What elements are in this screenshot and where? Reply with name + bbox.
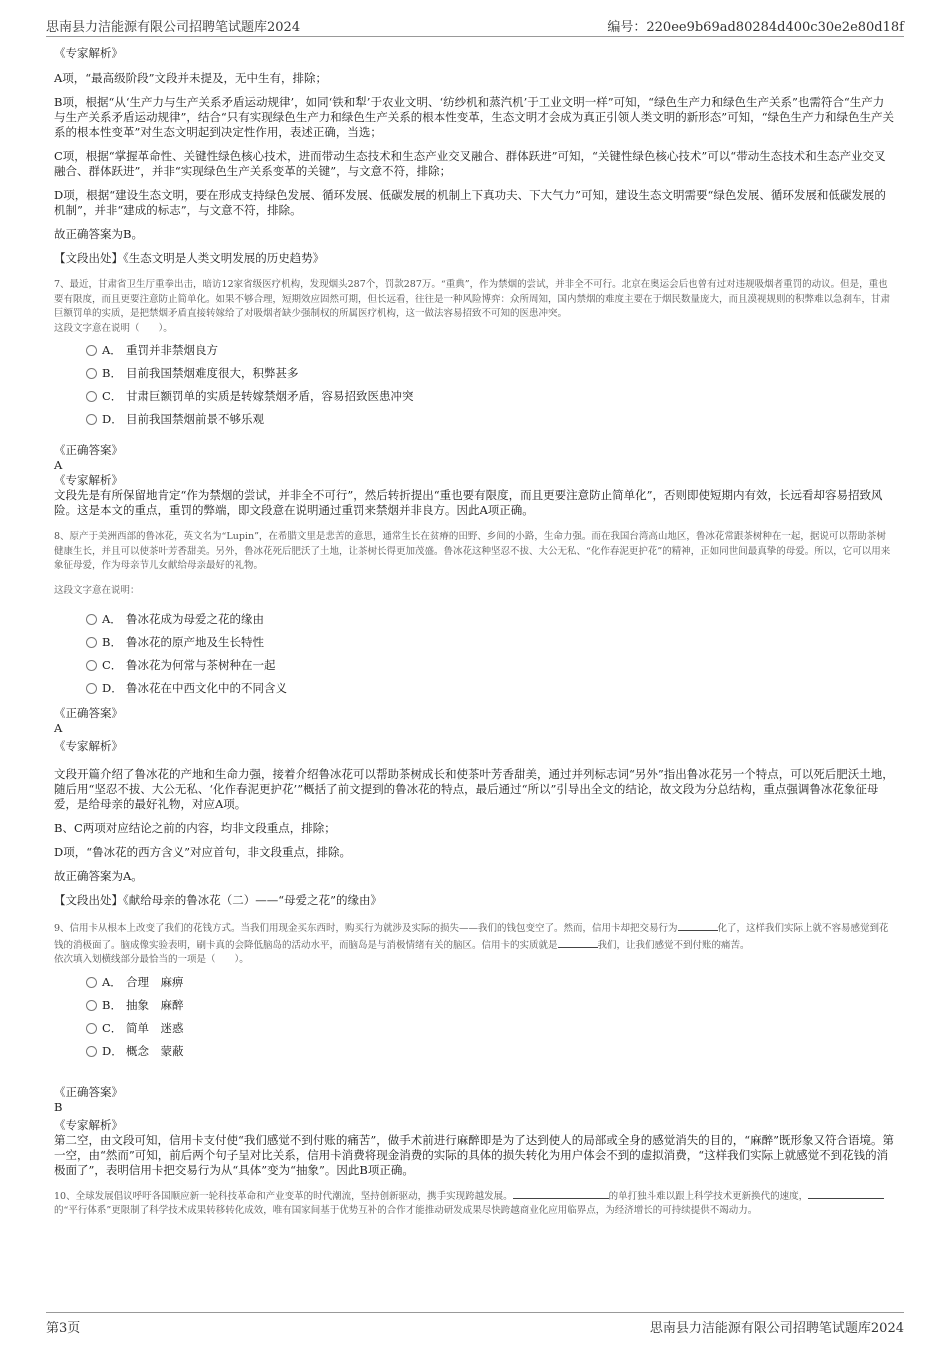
- radio-icon[interactable]: [86, 1000, 97, 1011]
- source-citation: 【文段出处】《生态文明是人类文明发展的历史趋势》: [54, 251, 325, 265]
- radio-icon[interactable]: [86, 1046, 97, 1057]
- page-header: [46, 14, 904, 37]
- radio-icon[interactable]: [86, 391, 97, 402]
- radio-icon[interactable]: [86, 414, 97, 425]
- expert-analysis-label: 《专家解析》: [54, 473, 123, 487]
- footer-title: 思南县力洁能源有限公司招聘笔试题库2024: [649, 1321, 904, 1336]
- header-title: 思南县力洁能源有限公司招聘笔试题库2024: [46, 20, 301, 35]
- expert-analysis-label: 《专家解析》: [54, 1117, 123, 1132]
- analysis-option-d: D项，“鲁冰花的西方含义”对应首句，非文段重点，排除。: [54, 845, 351, 859]
- radio-icon[interactable]: [86, 368, 97, 379]
- question-8-options: [54, 608, 894, 700]
- correct-answer-label: 《正确答案》: [54, 706, 123, 720]
- page-number: 第3页: [46, 1321, 81, 1336]
- expert-analysis-label: 《专家解析》: [54, 739, 123, 753]
- analysis-option-b: B项，根据“从‘生产力与生产关系矛盾运动规律’，如同‘铁和犁’于农业文明、‘纺纱机和蒸汽机’于工业文明一样”可知，“绿色生产力和绿色生产关系”也需符合“生产力与生产关系矛盾运动规律”，结合“只有实现绿色生产力和绿色生产关系的根本性变革，生态文明才会成为真正引领人类文明的新形态”可知，“绿色生产力和绿色生产关系的根本性变革”对生态文明起到决定性作用，表述正确，当选；: [54, 95, 895, 139]
- question-9-text: 9、信用卡从根本上改变了我们的花钱方式。当我们用现金买东西时，购买行为就涉及实际的损失——我们的钱包变空了。然而，信用卡却把交易行为 化了，这样我们实际上就不容易感觉到花钱的消极面了。脑成像实验表明，刷卡真的会降低脑岛的活动水平，而脑岛是与消极情绪有关的脑区。信用卡的实质就是 我们，让我们感觉不到付账的痛苦。: [54, 920, 894, 953]
- radio-icon[interactable]: [86, 977, 97, 988]
- question-10-text: 10、全球发展倡议呼吁各国顺应新一轮科技革命和产业变革的时代潮流，坚持创新驱动，携手实现跨越发展。 的单打独斗难以跟上科学技术更新换代的速度，的“平行体系”更限制了科学技术成果转移转化成效，唯有国家间基于优势互补的合作才能推动研发成果尽快跨越商业化应用临界点，为经济增长的可持续提供不竭动力。: [54, 1188, 894, 1219]
- page-content: [54, 46, 894, 1219]
- analysis-option-a: A项，“最高级阶段”文段并未提及，无中生有，排除；: [54, 71, 328, 85]
- correct-answer-label: 《正确答案》: [54, 443, 123, 457]
- correct-answer-value: B: [54, 1099, 63, 1114]
- correct-answer-value: A: [54, 721, 63, 735]
- question-7-options: [54, 339, 894, 431]
- option-a[interactable]: A． 鲁冰花成为母爱之花的缘由: [54, 608, 894, 631]
- question-8-text: 8、原产于美洲西部的鲁冰花，英文名为“Lupin”，在希腊文里是悲苦的意思，通常生长在贫瘠的田野、乡间的小路，生命力强。而在我国台湾高山地区，鲁冰花常跟茶树种在一起，据说可以帮助茶树健康生长，并且可以使茶叶芳香甜美。另外，鲁冰花死后肥沃了土地，让茶树长得更加茂盛。鲁冰花这种坚忍不拔、大公无私、“化作春泥更护花”的精神，正如同世间最真挚的母爱。所以，它可以用来象征母爱，作为母亲节儿女献给母亲最好的礼物。: [54, 531, 891, 571]
- correct-answer-statement: 故正确答案为B。: [54, 227, 143, 241]
- question-7-prompt: 这段文字意在说明（ ）。: [54, 322, 173, 334]
- radio-icon[interactable]: [86, 637, 97, 648]
- question-9-prompt: 依次填入划横线部分最恰当的一项是（ ）。: [54, 954, 249, 965]
- source-citation: 【文段出处】《献给母亲的鲁冰花（二）——“母爱之花”的缘由》: [54, 893, 383, 907]
- expert-analysis-text: 文段先是有所保留地肯定“作为禁烟的尝试，并非全不可行”，然后转折提出“重也要有限度，而且更要注意防止简单化”，否则即使短期内有效，长远看却容易招致风险。这是本文的重点，重罚的弊端，即文段意在说明通过重罚来禁烟并非良方。因此A项正确。: [54, 488, 883, 517]
- blank-line: [808, 1188, 884, 1199]
- radio-icon[interactable]: [86, 1023, 97, 1034]
- header-document-id: 编号：220ee9b69ad80284d400c30e2e80d18f: [607, 20, 904, 35]
- question-9-options: [54, 971, 894, 1063]
- option-a[interactable]: A． 合理 麻痹: [54, 971, 894, 994]
- page-footer: [46, 1312, 904, 1337]
- option-b[interactable]: B． 鲁冰花的原产地及生长特性: [54, 631, 894, 654]
- correct-answer-value: A: [54, 458, 63, 472]
- radio-icon[interactable]: [86, 660, 97, 671]
- question-8-prompt: 这段文字意在说明：: [54, 584, 140, 596]
- blank-line: [678, 920, 718, 931]
- option-d[interactable]: D． 目前我国禁烟前景不够乐观: [54, 408, 894, 431]
- correct-answer-statement: 故正确答案为A。: [54, 869, 143, 883]
- option-d[interactable]: D． 概念 蒙蔽: [54, 1040, 894, 1063]
- option-c[interactable]: C． 鲁冰花为何常与茶树种在一起: [54, 654, 894, 677]
- radio-icon[interactable]: [86, 683, 97, 694]
- expert-analysis-label: 《专家解析》: [54, 46, 123, 60]
- option-b[interactable]: B． 目前我国禁烟难度很大，积弊甚多: [54, 362, 894, 385]
- question-7-text: 7、最近，甘肃省卫生厅重拳出击，暗访12家省级医疗机构，发现烟头287个，罚款287万。“重典”，作为禁烟的尝试，并非全不可行。北京在奥运会后也曾有过对违规吸烟者重罚的动议。但是，重也要有限度，而且更要注意防止简单化。如果不够合理，短期效应固然可期，但长远看，往往是一种风险博弈：众所周知，国内禁烟的难度主要在于烟民数量庞大，而且漠视规则的积弊难以急刹车，甘肃巨额罚单的实质，是把禁烟矛盾直接转嫁给了对吸烟者缺少强制权的所属医疗机构，这一做法容易招致不可知的医患冲突。: [54, 279, 891, 319]
- option-c[interactable]: C． 简单 迷惑: [54, 1017, 894, 1040]
- option-c[interactable]: C． 甘肃巨额罚单的实质是转嫁禁烟矛盾，容易招致医患冲突: [54, 385, 894, 408]
- option-a[interactable]: A． 重罚并非禁烟良方: [54, 339, 894, 362]
- option-b[interactable]: B． 抽象 麻醉: [54, 994, 894, 1017]
- option-d[interactable]: D． 鲁冰花在中西文化中的不同含义: [54, 677, 894, 700]
- radio-icon[interactable]: [86, 614, 97, 625]
- expert-analysis-text: 文段开篇介绍了鲁冰花的产地和生命力强，接着介绍鲁冰花可以帮助茶树成长和使茶叶芳香甜美，通过并列标志词“另外”指出鲁冰花另一个特点，可以死后肥沃土地，随后用“坚忍不拔、大公无私、‘化作春泥更护花’”概括了前文提到的鲁冰花的特点，最后通过“所以”引导出全文的结论，故文段为分总结构，重点强调鲁冰花象征母爱，是给母亲的最好礼物，对应A项。: [54, 767, 894, 811]
- blank-line: [558, 937, 598, 948]
- blank-line: [513, 1188, 609, 1199]
- correct-answer-label: 《正确答案》: [54, 1084, 123, 1099]
- analysis-option-d: D项，根据“建设生态文明，要在形成支持绿色发展、循环发展、低碳发展的机制上下真功夫、下大气力”可知，建设生态文明需要“绿色发展、循环发展和低碳发展的机制”，并非“建成的标志”，与文意不符，排除。: [54, 188, 886, 217]
- analysis-options-bc: B、C两项对应结论之前的内容，均非文段重点，排除；: [54, 821, 336, 835]
- analysis-option-c: C项，根据“掌握革命性、关键性绿色核心技术，进而带动生态技术和生态产业交叉融合、群体跃进”可知，“关键性绿色核心技术”可以“带动生态技术和生态产业交叉融合、群体跃进”，并非“实现绿色生产关系变革的关键”，与文意不符，排除；: [54, 149, 886, 178]
- radio-icon[interactable]: [86, 345, 97, 356]
- expert-analysis-text: 第二空，由文段可知，信用卡支付使“我们感觉不到付账的痛苦”，做手术前进行麻醉即是为了达到使人的局部或全身的感觉消失的目的，“麻醉”既形象又符合语境。第一空，由“然而”可知，前后两个句子呈对比关系，信用卡消费将现金消费的实际的具体的损失转化为用户体会不到的虚拟消费，“这样我们实际上就感觉不到花钱的消极面了”，表明信用卡把交易行为从“具体”变为“抽象”。因此B项正确。: [54, 1132, 895, 1177]
